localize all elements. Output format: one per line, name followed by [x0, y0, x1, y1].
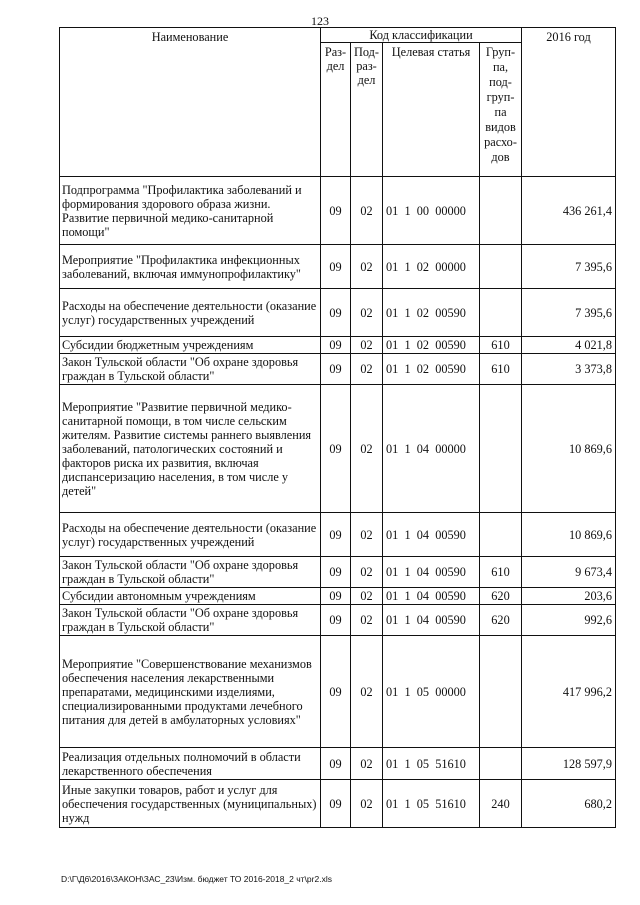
row-name: Закон Тульской области "Об охране здоровья граждан в Тульской области": [60, 605, 321, 636]
row-expense-type: [480, 385, 522, 513]
row-expense-type: 620: [480, 605, 522, 636]
table-body: [60, 177, 616, 828]
row-name: Закон Тульской области "Об охране здоровья граждан в Тульской области": [60, 557, 321, 588]
row-section: 09: [321, 177, 351, 245]
row-subsection: 02: [351, 289, 383, 337]
table-row: [60, 245, 616, 289]
table-row: [60, 588, 616, 605]
row-subsection: 02: [351, 177, 383, 245]
row-expense-type: 610: [480, 337, 522, 354]
row-amount: 4 021,8: [522, 337, 616, 354]
row-expense-type: [480, 177, 522, 245]
table-row: [60, 636, 616, 748]
budget-table: [59, 27, 616, 828]
row-section: 09: [321, 513, 351, 557]
table-row: [60, 557, 616, 588]
row-amount: 3 373,8: [522, 354, 616, 385]
row-name: Закон Тульской области "Об охране здоровья граждан в Тульской области": [60, 354, 321, 385]
row-amount: 10 869,6: [522, 513, 616, 557]
row-section: 09: [321, 289, 351, 337]
header-name: Наименование: [60, 28, 321, 177]
row-amount: 680,2: [522, 780, 616, 828]
row-subsection: 02: [351, 337, 383, 354]
row-amount: 128 597,9: [522, 748, 616, 780]
row-subsection: 02: [351, 588, 383, 605]
row-name: Мероприятие "Совершенствование механизмов обеспечения населения лекарственными препаратами, медицинскими изделиями, специализированными продуктами лечебного питания для детей в амбулаторных условиях": [60, 636, 321, 748]
row-name: Иные закупки товаров, работ и услуг для обеспечения государственных (муниципальных) нужд: [60, 780, 321, 828]
row-subsection: 02: [351, 748, 383, 780]
row-expense-type: 620: [480, 588, 522, 605]
row-amount: 992,6: [522, 605, 616, 636]
row-amount: 7 395,6: [522, 289, 616, 337]
row-target-article: 01 1 05 51610: [383, 748, 480, 780]
row-target-article: 01 1 05 00000: [383, 636, 480, 748]
row-section: 09: [321, 354, 351, 385]
row-section: 09: [321, 557, 351, 588]
row-expense-type: 610: [480, 557, 522, 588]
table-row: [60, 354, 616, 385]
page-number: 123: [311, 14, 329, 28]
row-amount: 10 869,6: [522, 385, 616, 513]
row-amount: 417 996,2: [522, 636, 616, 748]
row-amount: 9 673,4: [522, 557, 616, 588]
row-target-article: 01 1 04 00590: [383, 557, 480, 588]
table-row: [60, 780, 616, 828]
row-name: Расходы на обеспечение деятельности (оказание услуг) государственных учреждений: [60, 289, 321, 337]
row-section: 09: [321, 385, 351, 513]
row-target-article: 01 1 04 00590: [383, 513, 480, 557]
row-expense-type: [480, 513, 522, 557]
row-expense-type: 240: [480, 780, 522, 828]
row-section: 09: [321, 605, 351, 636]
header-code-group: Код классификации: [321, 28, 522, 43]
header-expense-type: Груп- па, под- груп- па видов расхо- дов: [480, 43, 522, 177]
row-name: Мероприятие "Профилактика инфекционных заболеваний, включая иммунопрофилактику": [60, 245, 321, 289]
row-name: Субсидии автономным учреждениям: [60, 588, 321, 605]
row-amount: 436 261,4: [522, 177, 616, 245]
row-subsection: 02: [351, 513, 383, 557]
row-expense-type: [480, 748, 522, 780]
row-section: 09: [321, 780, 351, 828]
header-target-article: Целевая статья: [383, 43, 480, 177]
row-target-article: 01 1 04 00000: [383, 385, 480, 513]
header-year: 2016 год: [522, 28, 616, 177]
row-section: 09: [321, 588, 351, 605]
row-target-article: 01 1 04 00590: [383, 605, 480, 636]
row-target-article: 01 1 05 51610: [383, 780, 480, 828]
table-row: [60, 513, 616, 557]
header-subsection: Под- раз- дел: [351, 43, 383, 177]
row-subsection: 02: [351, 636, 383, 748]
row-subsection: 02: [351, 245, 383, 289]
row-name: Расходы на обеспечение деятельности (оказание услуг) государственных учреждений: [60, 513, 321, 557]
row-target-article: 01 1 02 00000: [383, 245, 480, 289]
row-subsection: 02: [351, 605, 383, 636]
table-row: [60, 289, 616, 337]
row-amount: 203,6: [522, 588, 616, 605]
row-name: Субсидии бюджетным учреждениям: [60, 337, 321, 354]
file-path-footer: D:\Г\Д6\2016\ЗАКОН\ЗАС_23\Изм. бюджет ТО 2016-2018_2 чт\pr2.xls: [61, 874, 332, 884]
row-name: Подпрограмма "Профилактика заболеваний и формирования здорового образа жизни. Развитие первичной медико-санитарной помощи": [60, 177, 321, 245]
row-amount: 7 395,6: [522, 245, 616, 289]
row-target-article: 01 1 02 00590: [383, 337, 480, 354]
table-row: [60, 605, 616, 636]
row-name: Реализация отдельных полномочий в области лекарственного обеспечения: [60, 748, 321, 780]
table-row: [60, 748, 616, 780]
table-row: [60, 177, 616, 245]
row-expense-type: [480, 245, 522, 289]
row-target-article: 01 1 04 00590: [383, 588, 480, 605]
table-row: [60, 337, 616, 354]
row-expense-type: [480, 289, 522, 337]
table-row: [60, 385, 616, 513]
row-subsection: 02: [351, 385, 383, 513]
row-name: Мероприятие "Развитие первичной медико-санитарной помощи, в том числе сельским жителям. Развитие системы раннего выявления заболеваний, патологических состояний и факторов риска их развития, включая диспансеризацию населения, в том числе у детей": [60, 385, 321, 513]
row-expense-type: [480, 636, 522, 748]
row-section: 09: [321, 245, 351, 289]
row-target-article: 01 1 00 00000: [383, 177, 480, 245]
row-subsection: 02: [351, 780, 383, 828]
row-section: 09: [321, 337, 351, 354]
header-section: Раз- дел: [321, 43, 351, 177]
row-expense-type: 610: [480, 354, 522, 385]
row-subsection: 02: [351, 557, 383, 588]
row-target-article: 01 1 02 00590: [383, 354, 480, 385]
row-section: 09: [321, 636, 351, 748]
row-section: 09: [321, 748, 351, 780]
row-target-article: 01 1 02 00590: [383, 289, 480, 337]
row-subsection: 02: [351, 354, 383, 385]
